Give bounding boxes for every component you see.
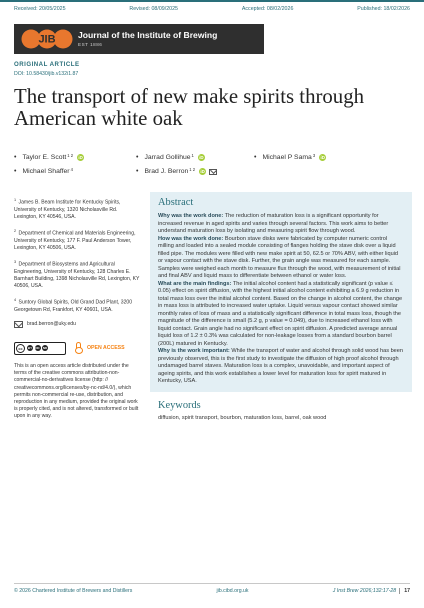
affiliation-number: 4: [14, 298, 17, 302]
affiliation: [14, 297, 140, 314]
footer-copyright: © 2026 Chartered Institute of Brewers and Distillers: [14, 588, 133, 594]
open-access-badge[interactable]: [74, 342, 125, 354]
nd-icon: ND: [42, 346, 48, 351]
abstract-box: [150, 192, 412, 392]
author-item[interactable]: [14, 168, 73, 175]
author-item[interactable]: [254, 154, 326, 161]
main-column: [150, 192, 412, 421]
cc-icon: cc: [16, 344, 25, 353]
article-doi[interactable]: DOI: 10.58430/jib.v132i1.87: [14, 71, 79, 77]
affiliation-text: Suntory Global Spirits, Old Grand Dad Plant, 3200 Georgetown Rd, Frankfort, KY 40601, USA.: [14, 299, 133, 313]
abstract-body: [158, 213, 404, 386]
bullet: •: [14, 168, 17, 175]
abstract-section-label: How was the work done:: [158, 235, 224, 242]
affiliation-text: James B. Beam Institute for Kentucky Spirits, University of Kentucky, 1320 Nicholasville Rd. Lexington, KY 40546, USA.: [14, 199, 121, 220]
affiliation-number: 2: [14, 228, 17, 233]
author-item[interactable]: [14, 154, 84, 161]
published-date: Published: 18/02/2026: [357, 6, 410, 12]
received-date: Received: 20/05/2025: [14, 6, 66, 12]
article-title: The transport of new make spirits through American white oak: [14, 85, 365, 130]
affiliation-text: Department of Biosystems and Agricultural Engineering, University of Kentucky, 128 Charles E. Barnhart Building, 1398 Nicholasville Rd, Lexington, KY 40506, USA.: [14, 261, 140, 289]
keywords-heading: Keywords: [158, 399, 201, 411]
license-badges: [14, 342, 140, 355]
keywords-section: [150, 392, 412, 421]
author-item[interactable]: [136, 168, 217, 175]
orcid-icon[interactable]: iD: [199, 155, 204, 160]
bullet: •: [136, 168, 139, 175]
author-name: Brad J. Berron: [144, 168, 189, 175]
bullet: •: [14, 154, 17, 161]
affiliations-column: [14, 197, 140, 421]
corresponding-email[interactable]: [14, 321, 140, 328]
accepted-date: Accepted: 08/02/2026: [241, 6, 294, 12]
orcid-icon[interactable]: iD: [78, 155, 83, 160]
affiliation-number: 1: [14, 198, 17, 202]
author-affiliation-ref: 3: [312, 153, 316, 158]
article-type: ORIGINAL ARTICLE: [14, 61, 80, 68]
bullet: •: [136, 154, 139, 161]
by-icon: BY: [27, 346, 33, 351]
orcid-icon[interactable]: iD: [320, 155, 325, 160]
abstract-section-text: The initial alcohol content had a statistically significant (p value ≤ 0.05) effect on spirit diffusion, with the highest initial alcohol content exhibiting a 6.9 g reduction in total mass loss over the initial alcohol content. Based on the change in alcohol content, the change in mass loss is attributed to increased water uptake. Liquid versus vapour contact showed similar monthly rates of loss of mass and a statistically significant difference in total mass loss, though the magnitude of the difference is small (5.2 g, p value = 0.049), due to increased ethanol loss with liquid contact. Grain angle had no significant effect on spirit diffusion. A predicted average annual liquid loss of 1.2 ± 0.3% was calculated for non-leakage losses from a standard bourbon barrel (200L) matured in Kentucky.: [158, 280, 403, 347]
abstract-section-label: Why was the work done:: [158, 213, 224, 219]
journal-established: EST 1886: [78, 42, 103, 47]
envelope-icon: [14, 321, 23, 328]
affiliation: [14, 259, 140, 290]
open-lock-icon: [74, 342, 84, 354]
author-name: Michael P Sama: [262, 154, 312, 161]
journal-banner[interactable]: [14, 24, 264, 54]
revised-date: Revised: 08/09/2025: [129, 6, 178, 12]
abstract-section-text: The reduction of maturation loss is a significant opportunity for increased revenue in aged spirits and varies through several factors. This work aims to better understand maturation loss by isolating and measuring spirit flow through wood.: [158, 213, 389, 234]
journal-title: Journal of the Institute of Brewing: [78, 30, 218, 40]
article-dates: [14, 6, 410, 12]
page-number: 17: [399, 588, 410, 594]
nc-icon: NC: [35, 346, 40, 351]
affiliation-number: 3: [14, 259, 17, 264]
open-access-label: OPEN ACCESS: [87, 344, 125, 351]
affiliation: [14, 197, 140, 221]
author-name: Michael Shaffer: [22, 168, 70, 175]
abstract-section-label: What are the main findings:: [158, 280, 232, 287]
author-affiliation-ref: 1: [191, 153, 194, 158]
author-affiliation-ref: 1 2: [189, 167, 196, 172]
author-item[interactable]: [136, 154, 205, 161]
mail-icon[interactable]: [209, 169, 217, 175]
abstract-section-text: Bourbon stave disks were fabricated by computer numeric control milling and loaded into a sealed module consisting of flanges holding the stave disk over a liquid filled pipe. The modules were filled with new make spirit at 50, 62.5 or 70% ABV, with either liquid or vapour contact with the stave disk. Further, the grain angle was measured for each sample. Samples were weighed each month to measure flux through the wood, with measurement of initial and final ABV and liquid mass to differentiate between ethanol or water loss.: [158, 235, 401, 279]
abstract-section-label: Why is the work important:: [158, 348, 230, 354]
cc-license-badge[interactable]: [14, 342, 66, 355]
logo-lettering: JIB: [38, 33, 56, 46]
bullet: •: [254, 154, 257, 161]
author-affiliation-ref: 4: [70, 167, 73, 172]
journal-logo: [20, 28, 74, 50]
footer-url[interactable]: jib.cibd.org.uk: [216, 588, 249, 594]
footer-citation: J Inst Brew 2026;132:17-28: [332, 588, 397, 594]
license-text: This is an open access article distributed under the terms of the creative commons attribution-non-commercial-no-derivatives license (http: // creativecommons.org/licenses/by-nc-nd/4.0/), which permits non-commercial re-use, distribution, and reproduction in any medium, provided the original work is properly cited, and is not altered, transformed or built upon in any way.: [14, 362, 139, 420]
email-address[interactable]: brad.berron@uky.edu: [27, 320, 76, 327]
orcid-icon[interactable]: iD: [200, 169, 205, 174]
author-name: Jarrad Gollihue: [144, 154, 191, 161]
affiliation: [14, 228, 140, 252]
author-affiliation-ref: 1 2: [67, 153, 74, 158]
page-footer: [14, 583, 410, 594]
author-name: Taylor E. Scott: [22, 154, 67, 161]
top-rule: [0, 0, 424, 2]
affiliation-text: Department of Chemical and Materials Engineering, University of Kentucky, 177 F. Paul Anderson Tower, Lexington, KY 40506, USA.: [14, 230, 136, 251]
footer-citation-group: [333, 588, 410, 594]
abstract-section-text: While the transport of water and alcohol through solid wood has been previously observed, this is the first study to investigate the diffusion of high proof alcohol through undamaged barrel staves. Maturation loss is a complex, unavoidable, and important aspect of ageing spirits, and this work establishes a lower level for maturation loss for spirit matured in Kentucky, USA.: [158, 348, 404, 384]
keywords-text: diffusion, spirit transport, bourbon, maturation loss, barrel, oak wood: [158, 414, 327, 421]
abstract-heading: Abstract: [158, 197, 194, 208]
